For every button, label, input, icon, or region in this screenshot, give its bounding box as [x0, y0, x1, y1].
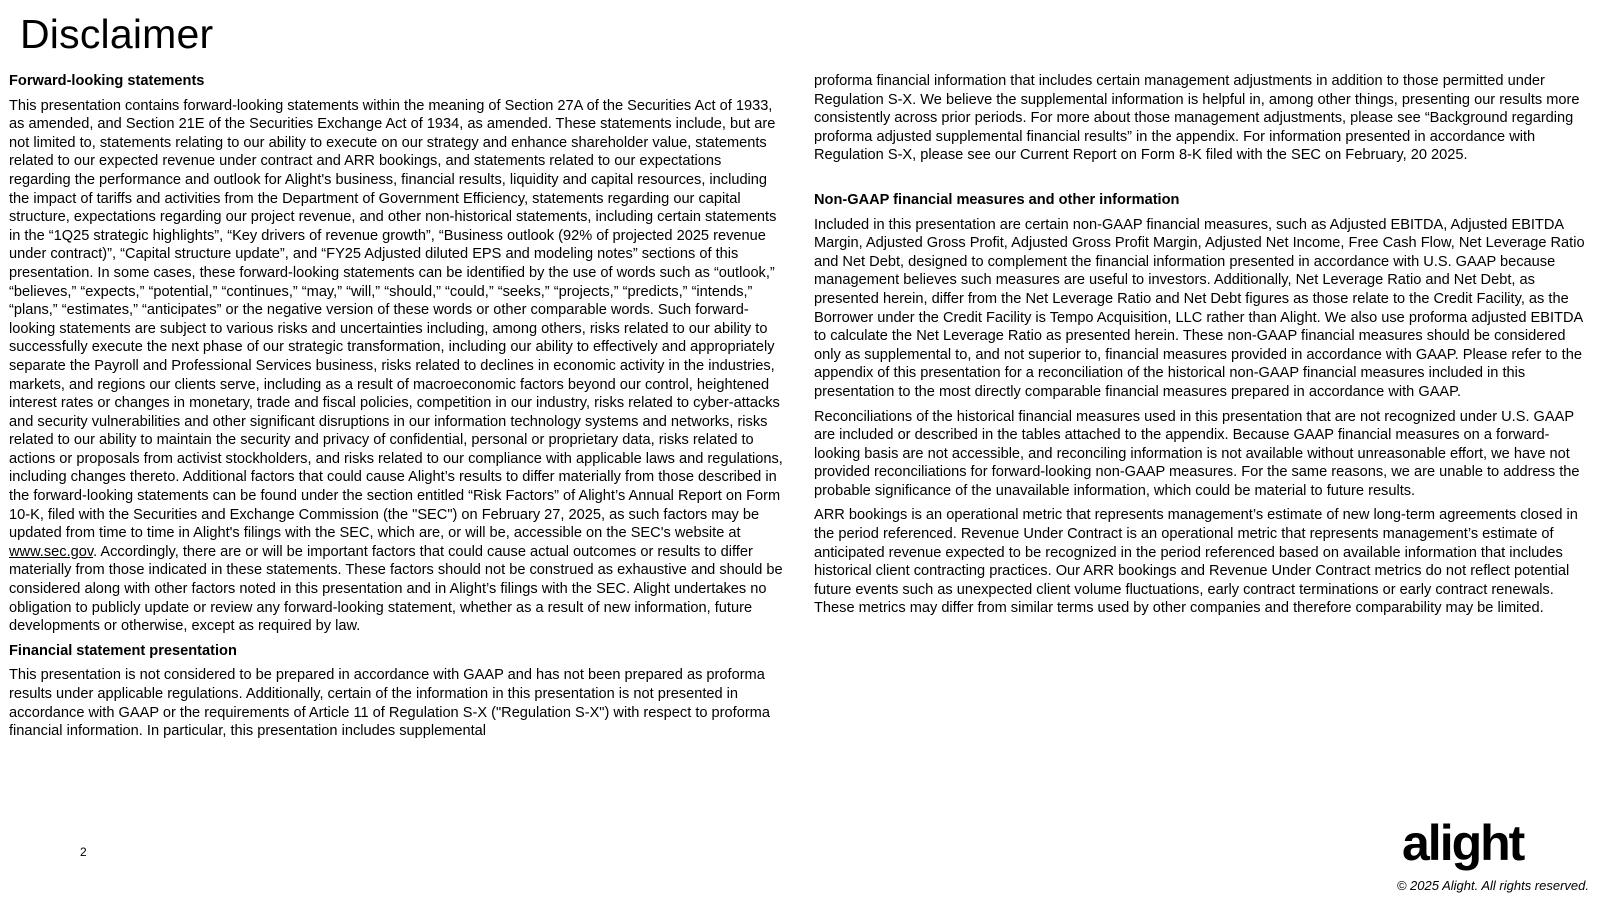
- left-column: [9, 72, 784, 747]
- financial-statement-paragraph: This presentation is not considered to be prepared in accordance with GAAP and has not been prepared as proforma results under applicable regulations. Additionally, certain of the information in this presentation is not presented in accordance with GAAP or the requirements of Article 11 of Regulation S-X ("Regulation S-X") with respect to proforma financial information. In particular, this presentation includes supplemental: [9, 667, 770, 740]
- forward-looking-text-b: . Accordingly, there are or will be important factors that could cause actual outcomes or results to differ materially from those indicated in these statements. These factors should not be construed as exhaustive and should be considered along with other factors noted in this presentation and in Alight’s filings with the SEC. Alight undertakes no obligation to publicly update or review any forward-looking statement, whether as a result of new information, future developments or otherwise, except as required by law.: [9, 543, 783, 635]
- alight-logo: [1402, 820, 1532, 878]
- alight-logo-graphic: [1402, 820, 1532, 878]
- non-gaap-paragraph-1: Included in this presentation are certain non-GAAP financial measures, such as Adjusted EBITDA, Adjusted EBITDA Margin, Adjusted Gross Profit, Adjusted Gross Profit Margin, Adjusted Net Income, Free Cash Flow, Net Leverage Ratio and Net Debt, designed to complement the financial information presented in accordance with U.S. GAAP because management believes such measures are useful to investors. Additionally, Net Leverage Ratio and Net Debt, as presented herein, differ from the Net Leverage Ratio and Net Debt figures as those relate to the Credit Facility, as the Borrower under the Credit Facility is Tempo Acquisition, LLC rather than Alight. We also use proforma adjusted EBITDA to calculate the Net Leverage Ratio as presented herein. These non-GAAP financial measures should be considered only as supplemental to, and not superior to, financial measures provided in accordance with GAAP. Please refer to the appendix of this presentation for a reconciliation of the historical non-GAAP financial measures included in this presentation to the most directly comparable financial measures prepared in accordance with GAAP.: [814, 216, 1585, 400]
- section-spacer: [814, 171, 1592, 191]
- alight-logo-wordmark: alight: [1402, 820, 1524, 871]
- financial-statement-continued-paragraph: proforma financial information that includes certain management adjustments in addition to those permitted under Regulation S-X. We believe the supplemental information is helpful in, among other things, presenting our results more consistently across prior periods. For more about those management adjustments, please see “Background regarding proforma adjusted supplemental financial results” in the appendix. For information presented in accordance with Regulation S-X, please see our Current Report on Form 8-K filed with the SEC on February, 20 2025.: [814, 73, 1580, 164]
- sec-website-link[interactable]: www.sec.gov: [9, 543, 94, 560]
- page-title: Disclaimer: [20, 11, 214, 57]
- forward-looking-paragraph: [9, 97, 784, 636]
- non-gaap-heading: Non-GAAP financial measures and other information: [814, 191, 1180, 208]
- page-number: 2: [80, 845, 87, 859]
- non-gaap-paragraph-2: Reconciliations of the historical financial measures used in this presentation that are not recognized under U.S. GAAP are included or described in the tables attached to the appendix. Because GAAP financial measures on a forward-looking basis are not accessible, and reconciling information is not available without unreasonable effort, we have not provided reconciliations for forward-looking non-GAAP measures. For the same reasons, we are unable to address the probable significance of the unavailable information, which could be material to future results.: [814, 408, 1580, 499]
- copyright-notice: © 2025 Alight. All rights reserved.: [1396, 878, 1589, 893]
- financial-statement-heading: Financial statement presentation: [9, 642, 237, 659]
- non-gaap-paragraph-3: ARR bookings is an operational metric that represents management’s estimate of new long-term agreements closed in the period referenced. Revenue Under Contract is an operational metric that represents management’s estimate of anticipated revenue expected to be recognized in the period referenced based on available information that includes historical client contracting practices. Our ARR bookings and Revenue Under Contract metrics do not reflect potential future events such as unexpected client volume fluctuations, early contract terminations or early contract renewals. These metrics may differ from similar terms used by other companies and therefore comparability may be limited.: [814, 507, 1578, 617]
- right-column: [814, 72, 1592, 624]
- forward-looking-heading: Forward-looking statements: [9, 73, 205, 89]
- forward-looking-text-a: This presentation contains forward-looking statements within the meaning of Section 27A of the Securities Act of 1933, as amended, and Section 21E of the Securities Exchange Act of 1934, as amended. These statements include, but are not limited to, statements relating to our ability to execute on our strategy and enhance shareholder value, statements related to our expected revenue under contract and ARR bookings, and statements related to our expectations regarding the performance and outlook for Alight's business, financial results, liquidity and capital resources, including the impact of tariffs and activities from the Department of Government Efficiency, statements regarding our capital structure, expectations regarding our project revenue, and other non-historical statements, including certain statements in the “1Q25 strategic highlights”, “Key drivers of revenue growth”, “Business outlook (92% of projected 2025 revenue under contract)”, “Capital structure update”, and “FY25 Adjusted diluted EPS and modeling notes” sections of this presentation. In some cases, these forward-looking statements can be identified by the use of words such as “outlook,” “believes,” “expects,” “potential,” “continues,” “may,” “will,” “should,” “could,” “seeks,” “projects,” “predicts,” “intends,” “plans,” “estimates,” “anticipates” or the negative version of these words or other comparable words. Such forward-looking statements are subject to various risks and uncertainties including, among others, risks related to our ability to successfully execute the next phase of our strategic transformation, including our ability to effectively and appropriately separate the Payroll and Professional Services business, risks related to declines in economic activity in the industries, markets, and regions our clients serve, including as a result of macroeconomic factors beyond our control, heightened interest rates or changes in monetary, trade and fiscal policies, competition in our industry, risks related to cyber-attacks and security vulnerabilities and other significant disruptions in our information technology systems and networks, risks related to our ability to maintain the security and privacy of confidential, personal or proprietary data, risks related to actions or proposals from activist stockholders, and risks related to our compliance with applicable laws and regulations, including changes thereto. Additional factors that could cause Alight’s results to differ materially from those described in the forward-looking statements can be found under the section entitled “Risk Factors” of Alight’s Annual Report on Form 10-K, filed with the Securities and Exchange Commission (the "SEC") on February 27, 2025, as such factors may be updated from time to time in Alight's filings with the SEC, which are, or will be, accessible on the SEC's website at: [9, 97, 783, 542]
